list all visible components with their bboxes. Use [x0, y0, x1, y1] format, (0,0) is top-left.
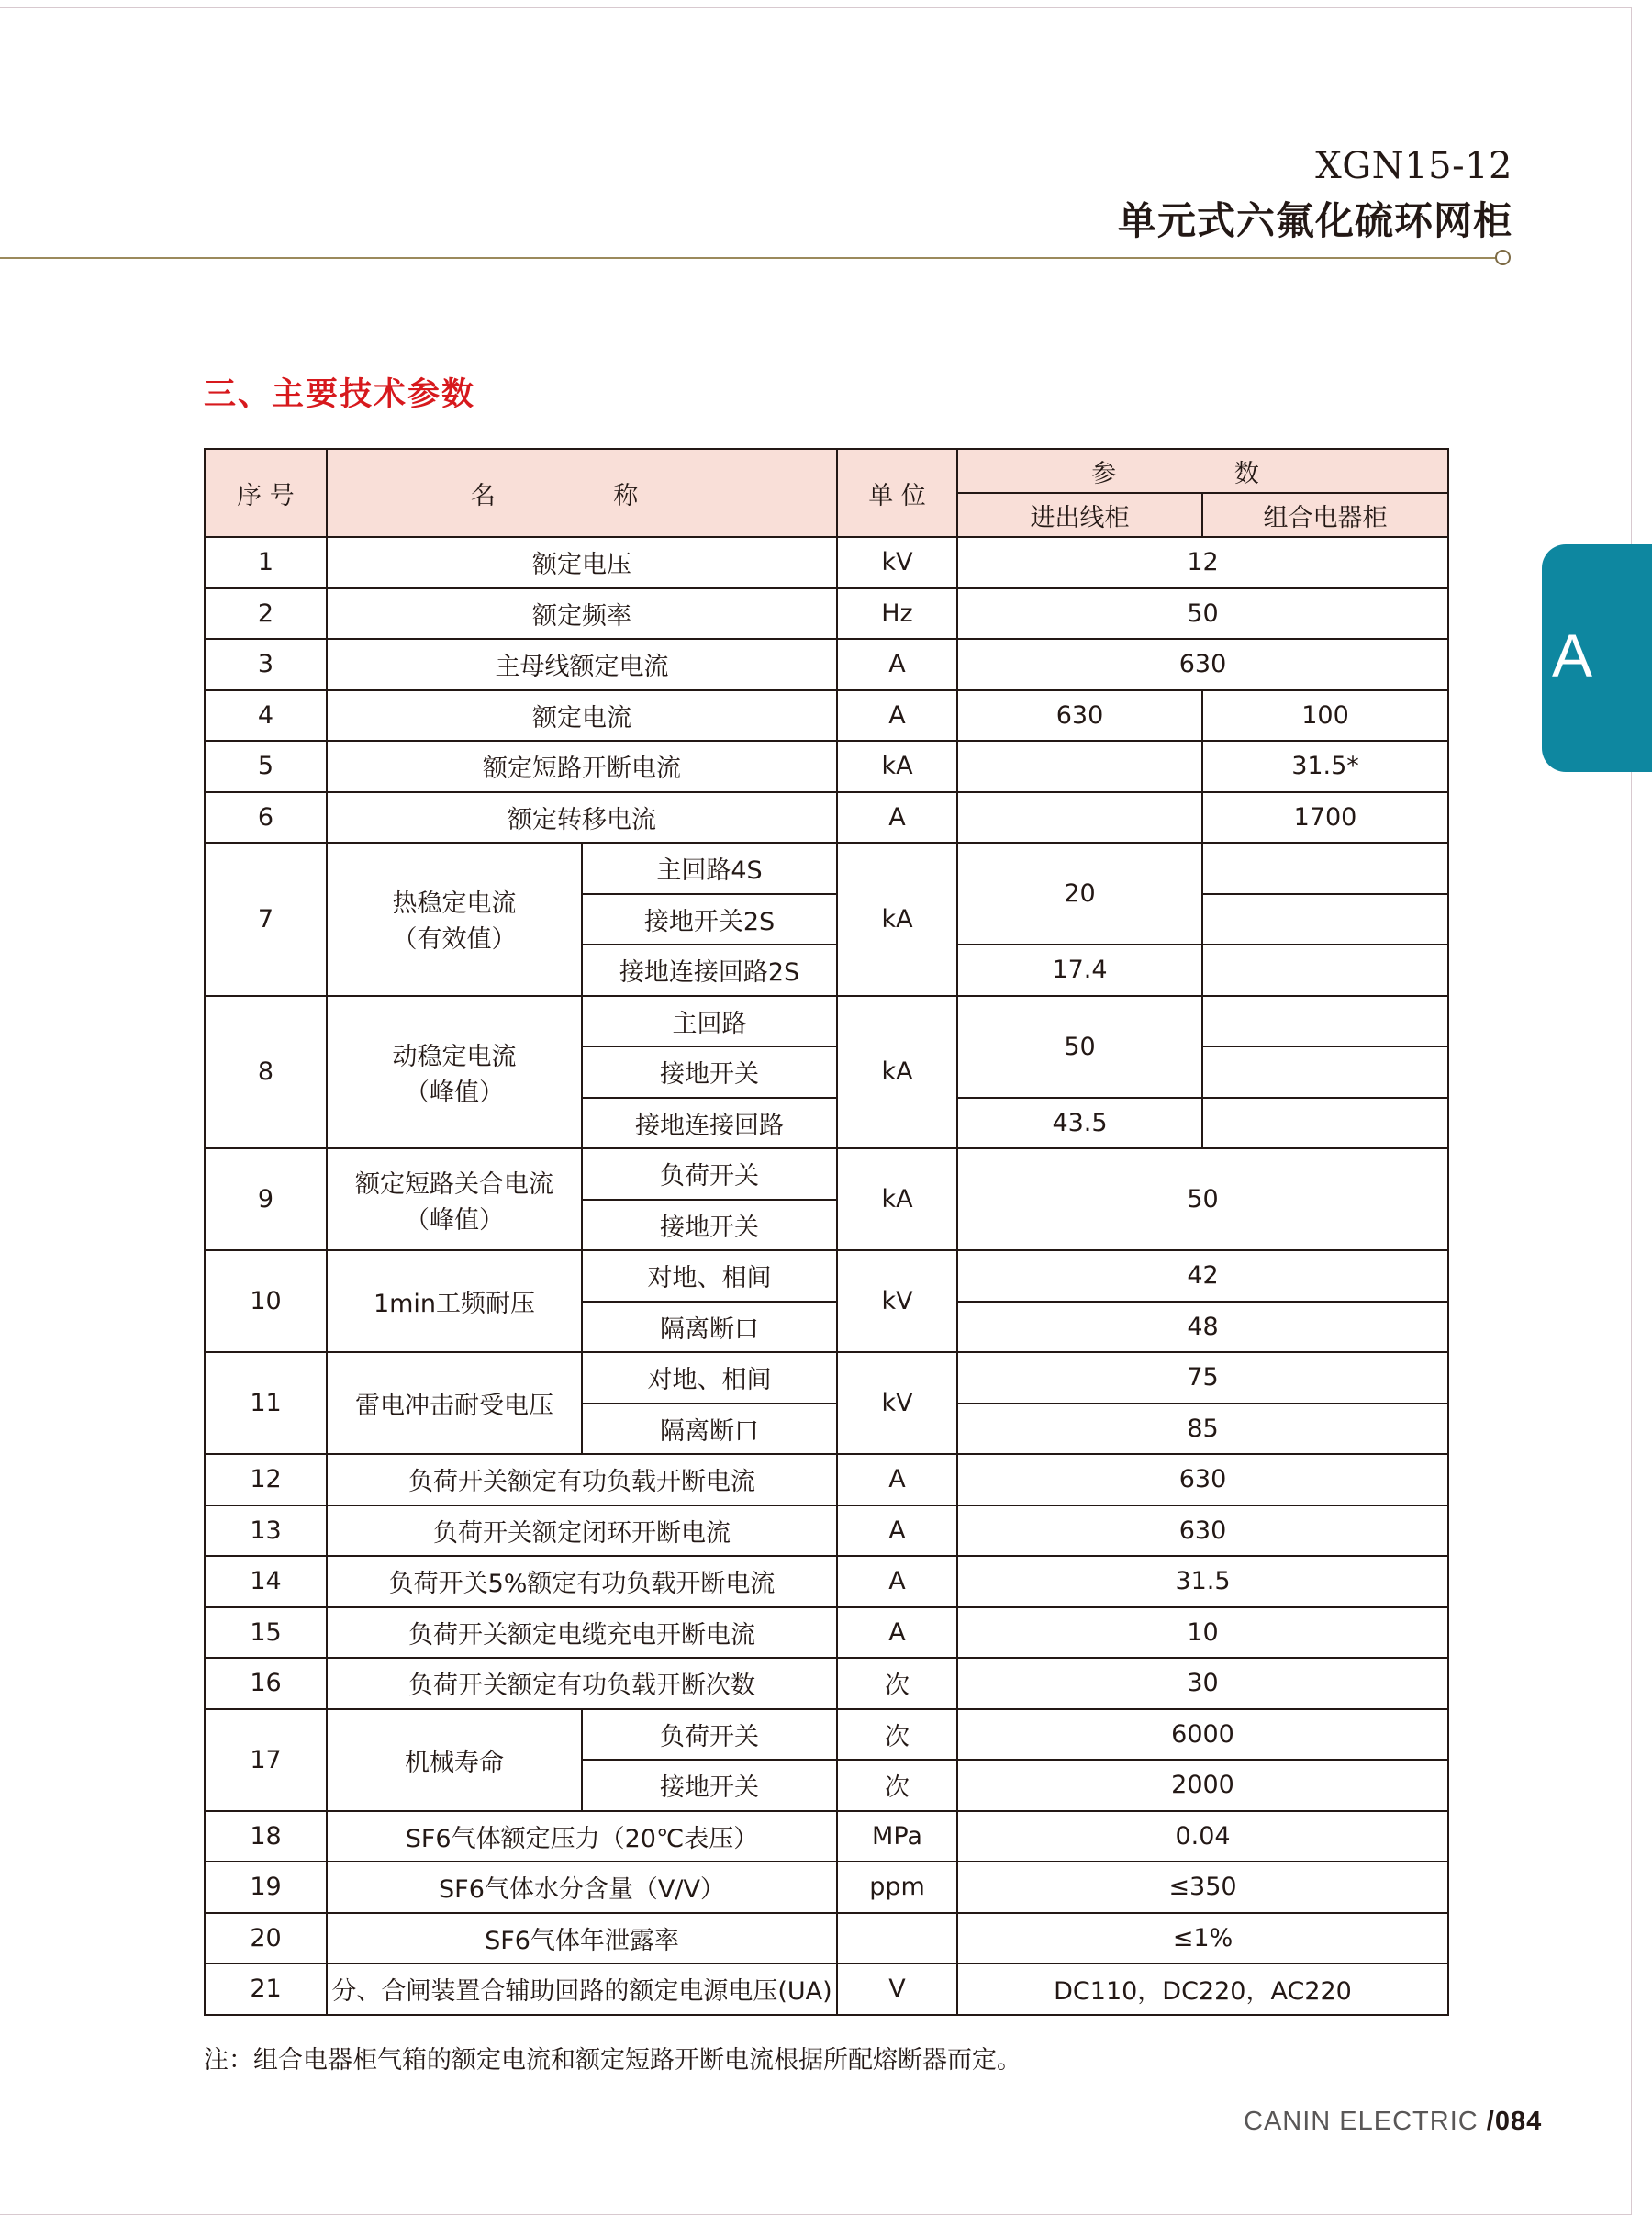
table-row: [205, 843, 1448, 894]
row-value: 85: [957, 1404, 1448, 1455]
header-unit: 单 位: [837, 449, 957, 537]
row-name-main: 额定短路关合电流: [355, 1169, 553, 1199]
spec-table: [204, 448, 1449, 2016]
row-value: 48: [957, 1302, 1448, 1353]
page-frame-top: [0, 7, 1632, 8]
row-no: 9: [205, 1148, 327, 1250]
row-unit: A: [837, 639, 957, 690]
row-no: 3: [205, 639, 327, 690]
row-value: DC110，DC220，AC220: [957, 1963, 1448, 2015]
row-value: 10: [957, 1607, 1448, 1659]
row-unit: MPa: [837, 1811, 957, 1862]
row-name: [327, 996, 582, 1149]
row-value: 50: [957, 1148, 1448, 1250]
table-row: [205, 792, 1448, 844]
row-value: 0.04: [957, 1811, 1448, 1862]
row-value: 42: [957, 1250, 1448, 1302]
row-unit: kV: [837, 1352, 957, 1454]
row-value-combo: [1202, 894, 1448, 945]
row-name: 主母线额定电流: [327, 639, 837, 690]
row-unit: Hz: [837, 588, 957, 640]
row-unit: kV: [837, 1250, 957, 1352]
table-row: [205, 1505, 1448, 1557]
row-name: 额定电流: [327, 690, 837, 742]
row-unit: 次: [837, 1658, 957, 1709]
row-name-main: 动稳定电流: [392, 1042, 517, 1071]
row-value-in-out: 630: [957, 690, 1202, 742]
row-name-note: （峰值）: [405, 1205, 504, 1235]
table-row: [205, 1963, 1448, 2015]
row-name: 负荷开关额定有功负载开断电流: [327, 1454, 837, 1505]
row-sub-item: 负荷开关: [582, 1148, 837, 1200]
row-name: SF6气体水分含量（V/V）: [327, 1862, 837, 1913]
row-name-note: （有效值）: [392, 925, 517, 955]
footnote: 注：组合电器柜气箱的额定电流和额定短路开断电流根据所配熔断器而定。: [204, 2046, 1021, 2075]
row-value-in-out: 50: [957, 996, 1202, 1098]
row-no: 7: [205, 843, 327, 996]
row-name: 负荷开关额定电缆充电开断电流: [327, 1607, 837, 1659]
row-sub-item: 接地连接回路2S: [582, 945, 837, 996]
table-row: [205, 1913, 1448, 1964]
section-tab-letter: A: [1551, 621, 1593, 689]
row-value: 6000: [957, 1709, 1448, 1761]
header-params: 参 数: [957, 449, 1448, 493]
row-unit: kA: [837, 741, 957, 792]
page-frame-right: [1631, 7, 1632, 2215]
row-sub-item: 接地开关2S: [582, 894, 837, 945]
row-sub-item: 隔离断口: [582, 1404, 837, 1455]
row-no: 20: [205, 1913, 327, 1964]
section-title: 三、主要技术参数: [204, 376, 476, 413]
table-row: [205, 537, 1448, 588]
row-value: ≤350: [957, 1862, 1448, 1913]
row-sub-item: 接地开关: [582, 1760, 837, 1811]
row-value-in-out: 43.5: [957, 1098, 1202, 1149]
row-value-combo: [1202, 843, 1448, 894]
row-name: 分、合闸装置合辅助回路的额定电源电压(UA): [327, 1963, 837, 2015]
row-no: 16: [205, 1658, 327, 1709]
page-number: 084: [1494, 2107, 1543, 2136]
row-unit: 次: [837, 1709, 957, 1761]
row-sub-item: 隔离断口: [582, 1302, 837, 1353]
row-value: ≤1%: [957, 1913, 1448, 1964]
row-value: 50: [957, 588, 1448, 640]
brand-name: CANIN ELECTRIC: [1244, 2107, 1479, 2136]
row-value-in-out: [957, 792, 1202, 844]
table-row: [205, 1658, 1448, 1709]
row-unit: kA: [837, 1148, 957, 1250]
row-no: 13: [205, 1505, 327, 1557]
row-no: 17: [205, 1709, 327, 1811]
row-value: 2000: [957, 1760, 1448, 1811]
row-unit: A: [837, 792, 957, 844]
row-value-combo: [1202, 945, 1448, 996]
header-rule-dot: [1495, 250, 1511, 265]
row-sub-item: 对地、相间: [582, 1352, 837, 1404]
row-name: 额定电压: [327, 537, 837, 588]
row-name: 机械寿命: [327, 1709, 582, 1811]
row-sub-item: 对地、相间: [582, 1250, 837, 1302]
row-no: 2: [205, 588, 327, 640]
row-value-combo: 1700: [1202, 792, 1448, 844]
row-name: 额定频率: [327, 588, 837, 640]
row-name: 额定短路开断电流: [327, 741, 837, 792]
row-unit: A: [837, 1607, 957, 1659]
page-separator: /: [1486, 2107, 1495, 2136]
row-no: 4: [205, 690, 327, 742]
row-value-combo: [1202, 1098, 1448, 1149]
table-row: [205, 1709, 1448, 1761]
row-value-combo: [1202, 996, 1448, 1047]
row-no: 10: [205, 1250, 327, 1352]
row-name: 额定转移电流: [327, 792, 837, 844]
header-rule: [0, 257, 1496, 259]
header-no: 序 号: [205, 449, 327, 537]
row-unit: A: [837, 1454, 957, 1505]
table-row: [205, 996, 1448, 1047]
row-value: 630: [957, 639, 1448, 690]
row-value: 75: [957, 1352, 1448, 1404]
row-value: 12: [957, 537, 1448, 588]
row-unit: kA: [837, 996, 957, 1149]
table-row: [205, 1607, 1448, 1659]
row-no: 19: [205, 1862, 327, 1913]
header-name: 名 称: [327, 449, 837, 537]
row-value-combo: 31.5*: [1202, 741, 1448, 792]
row-sub-item: 主回路: [582, 996, 837, 1047]
row-value-in-out: [957, 741, 1202, 792]
header-combo: 组合电器柜: [1202, 493, 1448, 537]
table-row: [205, 1556, 1448, 1607]
row-name: [327, 843, 582, 996]
row-unit: 次: [837, 1760, 957, 1811]
row-name-main: 热稳定电流: [392, 889, 517, 919]
row-no: 8: [205, 996, 327, 1149]
row-sub-item: 主回路4S: [582, 843, 837, 894]
row-no: 14: [205, 1556, 327, 1607]
row-value-in-out: 17.4: [957, 945, 1202, 996]
table-row: [205, 1811, 1448, 1862]
table-row: [205, 690, 1448, 742]
page-frame-bottom: [0, 2214, 1632, 2215]
row-no: 5: [205, 741, 327, 792]
row-unit: A: [837, 1556, 957, 1607]
row-name: [327, 1148, 582, 1250]
row-unit: A: [837, 690, 957, 742]
row-name: SF6气体年泄露率: [327, 1913, 837, 1964]
row-value: 630: [957, 1454, 1448, 1505]
row-name: SF6气体额定压力（20℃表压）: [327, 1811, 837, 1862]
row-value-combo: [1202, 1046, 1448, 1098]
table-row: [205, 1454, 1448, 1505]
header-in-out: 进出线柜: [957, 493, 1202, 537]
row-no: 11: [205, 1352, 327, 1454]
row-name: 负荷开关5%额定有功负载开断电流: [327, 1556, 837, 1607]
row-value: 630: [957, 1505, 1448, 1557]
table-row: [205, 1862, 1448, 1913]
row-value: 31.5: [957, 1556, 1448, 1607]
row-sub-item: 负荷开关: [582, 1709, 837, 1761]
row-unit: kV: [837, 537, 957, 588]
row-no: 1: [205, 537, 327, 588]
table-row: [205, 1250, 1448, 1302]
model-number: XGN15-12: [1315, 145, 1512, 187]
row-value-in-out: 20: [957, 843, 1202, 945]
row-name: 1min工频耐压: [327, 1250, 582, 1352]
row-sub-item: 接地连接回路: [582, 1098, 837, 1149]
table-row: [205, 741, 1448, 792]
row-unit: A: [837, 1505, 957, 1557]
row-name-note: （峰值）: [405, 1078, 504, 1107]
row-no: 6: [205, 792, 327, 844]
row-name: 负荷开关额定有功负载开断次数: [327, 1658, 837, 1709]
row-unit: kA: [837, 843, 957, 996]
table-row: [205, 588, 1448, 640]
row-unit: V: [837, 1963, 957, 2015]
table-row: [205, 1352, 1448, 1404]
row-name: 雷电冲击耐受电压: [327, 1352, 582, 1454]
row-sub-item: 接地开关: [582, 1046, 837, 1098]
row-value-combo: 100: [1202, 690, 1448, 742]
product-name: 单元式六氟化硫环网柜: [1117, 198, 1512, 243]
table-row: [205, 1148, 1448, 1200]
row-no: 15: [205, 1607, 327, 1659]
row-no: 12: [205, 1454, 327, 1505]
row-unit: [837, 1913, 957, 1964]
row-value: 30: [957, 1658, 1448, 1709]
row-no: 21: [205, 1963, 327, 2015]
row-sub-item: 接地开关: [582, 1200, 837, 1251]
footer-brand: [1244, 2107, 1542, 2137]
table-row: [205, 639, 1448, 690]
row-name: 负荷开关额定闭环开断电流: [327, 1505, 837, 1557]
row-no: 18: [205, 1811, 327, 1862]
row-unit: ppm: [837, 1862, 957, 1913]
